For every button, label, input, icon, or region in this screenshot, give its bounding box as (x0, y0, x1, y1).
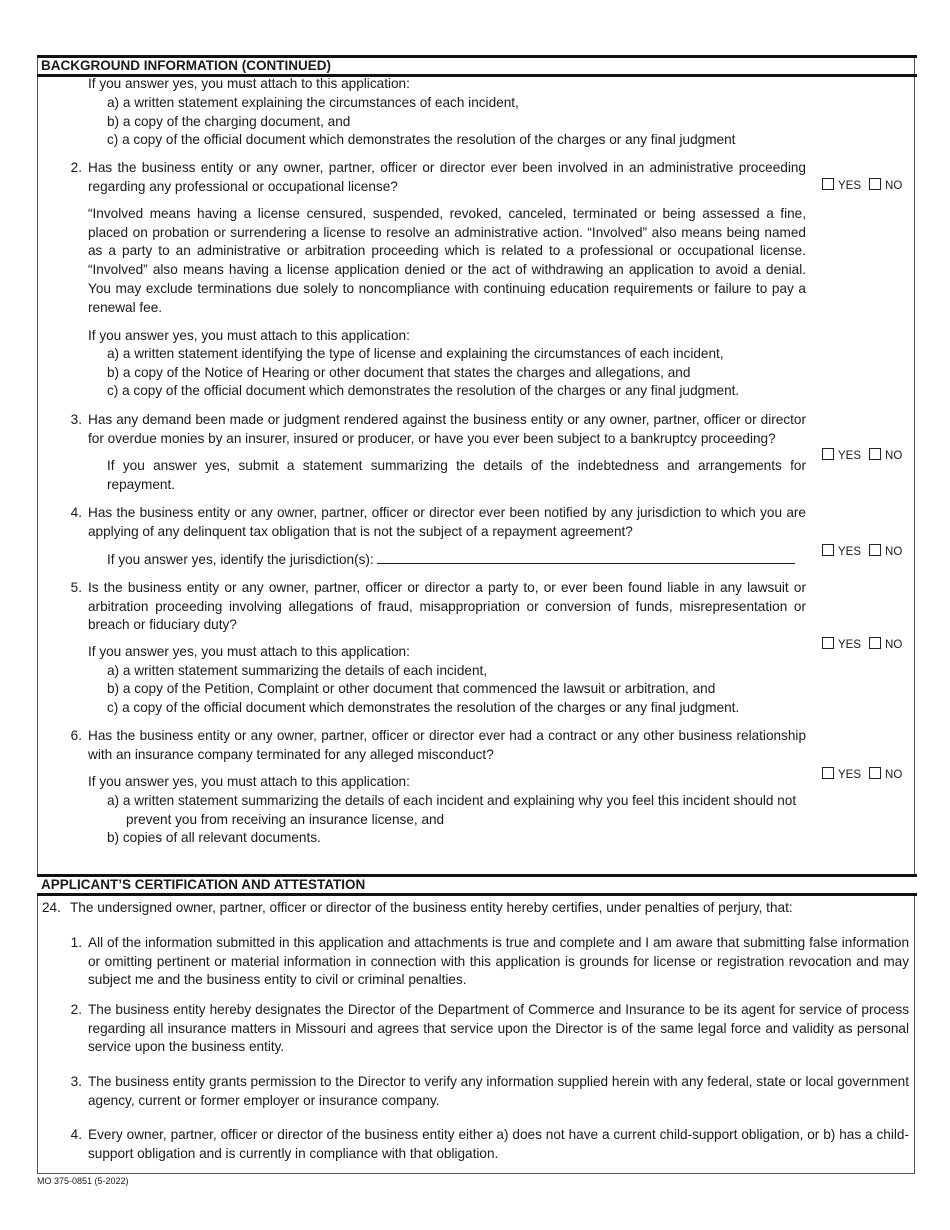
q4-number: 4. (70, 505, 82, 520)
q2-item-b: b) a copy of the Notice of Hearing or other document that states the charges and allegations, and (107, 365, 691, 380)
no-label: NO (885, 180, 903, 192)
yes-label: YES (838, 546, 862, 558)
q4-jurisdiction-input[interactable] (377, 551, 795, 564)
q4-question: Has the business entity or any owner, partner, officer or director ever been notified by any jurisdiction to which you are applying of any delinquent tax obligation that is not the subject of a repayment agreement? (88, 505, 806, 539)
yes-label: YES (838, 639, 862, 651)
no-label: NO (885, 450, 903, 462)
q2-no-checkbox[interactable] (869, 178, 881, 190)
q5-attach-intro: If you answer yes, you must attach to this application: (88, 644, 410, 659)
q6-item-a: a) a written statement summarizing the details of each incident and explaining why you feel this incident should not prevent you from receiving an insurance license, and (107, 793, 797, 827)
q4-yes-checkbox[interactable] (822, 544, 834, 556)
q6-question: Has the business entity or any owner, partner, officer or director ever had a contract or any other business relationship with an insurance company terminated for any alleged misconduct? (88, 728, 806, 762)
q5-item-b: b) a copy of the Petition, Complaint or other document that commenced the lawsuit or arbitration, and (107, 681, 716, 696)
q24-statement: The undersigned owner, partner, officer or director of the business entity hereby certifies, under penalties of perjury, that: (70, 900, 793, 915)
q3-yes-no (822, 448, 902, 463)
q5-number: 5. (70, 580, 82, 595)
q6-attach-intro: If you answer yes, you must attach to this application: (88, 774, 410, 789)
q6-number: 6. (70, 728, 82, 743)
q2-question: Has the business entity or any owner, partner, officer or director ever been involved in an administrative proceeding regarding any professional or occupational license? (88, 160, 806, 194)
q5-question: Is the business entity or any owner, partner, officer or director a party to, or ever been found liable in any lawsuit or arbitration proceeding involving allegations of fraud, misappropriation or conversion of funds, misrepresentation or breach or fiduciary duty? (88, 580, 806, 633)
q5-yes-checkbox[interactable] (822, 637, 834, 649)
q5-item-c: c) a copy of the official document which demonstrates the resolution of the charges or any final judgment. (107, 700, 740, 715)
section-heading-background: BACKGROUND INFORMATION (CONTINUED) (37, 55, 917, 77)
cert-item-2-number: 2. (70, 1002, 82, 1017)
cert-item-4-number: 4. (70, 1127, 82, 1142)
cert-item-2-text: The business entity hereby designates the Director of the Department of Commerce and Insurance to be its agent for service of process regarding all insurance matters in Missouri and agrees that service upon the Director is of the same legal force and validity as personal service upon the business entity. (88, 1002, 909, 1055)
q3-number: 3. (70, 412, 82, 427)
q1-item-b: b) a copy of the charging document, and (107, 114, 351, 129)
no-label: NO (885, 639, 903, 651)
q4-no-checkbox[interactable] (869, 544, 881, 556)
q4-note-label: If you answer yes, identify the jurisdiction(s): (107, 552, 374, 567)
cert-item-4-text: Every owner, partner, officer or director of the business entity either a) does not have a current child-support obligation, or b) has a child-support obligation and is currently in compliance with that obligation. (88, 1127, 909, 1161)
q5-item-a: a) a written statement summarizing the details of each incident, (107, 663, 488, 678)
cert-item-1-number: 1. (70, 935, 82, 950)
q2-yes-checkbox[interactable] (822, 178, 834, 190)
q4-yes-no (822, 544, 902, 559)
q1-attach-intro: If you answer yes, you must attach to this application: (88, 76, 410, 91)
q2-number: 2. (70, 160, 82, 175)
q2-definition: “Involved means having a license censured, suspended, revoked, canceled, terminated or being assessed a fine, placed on probation or surrendering a license to resolve an administrative action. “Involved” also means being named as a party to an administrative or arbitration proceeding which is related to a professional or occupational license. “Involved” also means having a license application denied or the act of withdrawing an application to avoid a denial. You may exclude terminations due solely to noncompliance with continuing education requirements or failure to pay a renewal fee. (88, 206, 806, 315)
form-number-footer: MO 375-0851 (5-2022) (37, 1176, 129, 1186)
q1-item-a: a) a written statement explaining the circumstances of each incident, (107, 95, 519, 110)
cert-item-3-number: 3. (70, 1074, 82, 1089)
q1-item-c: c) a copy of the official document which demonstrates the resolution of the charges or any final judgment (107, 132, 736, 147)
yes-label: YES (838, 769, 862, 781)
q3-note: If you answer yes, submit a statement summarizing the details of the indebtedness and arrangements for repayment. (107, 458, 806, 492)
q6-yes-no (822, 767, 902, 782)
q6-no-checkbox[interactable] (869, 767, 881, 779)
cert-item-3-text: The business entity grants permission to the Director to verify any information supplied herein with any federal, state or local government agency, current or former employer or insurance company. (88, 1074, 909, 1108)
q3-question: Has any demand been made or judgment rendered against the business entity or any owner, partner, officer or director for overdue monies by an insurer, insured or producer, or have you ever been subject to a bankruptcy proceeding? (88, 412, 806, 446)
q4-note (107, 551, 807, 570)
q2-attach-intro: If you answer yes, you must attach to this application: (88, 328, 410, 343)
no-label: NO (885, 769, 903, 781)
yes-label: YES (838, 450, 862, 462)
section-heading-certification: APPLICANT’S CERTIFICATION AND ATTESTATION (37, 874, 917, 896)
q5-no-checkbox[interactable] (869, 637, 881, 649)
no-label: NO (885, 546, 903, 558)
cert-item-1-text: All of the information submitted in this application and attachments is true and complete and I am aware that submitting false information or omitting pertinent or material information in connection with this application is grounds for license or registration revocation and may subject me and the business entity to civil or criminal penalties. (88, 935, 909, 988)
q6-yes-checkbox[interactable] (822, 767, 834, 779)
q2-item-a: a) a written statement identifying the type of license and explaining the circumstances of each incident, (107, 346, 724, 361)
q2-item-c: c) a copy of the official document which demonstrates the resolution of the charges or any final judgment. (107, 383, 740, 398)
q3-no-checkbox[interactable] (869, 448, 881, 460)
q6-item-b: b) copies of all relevant documents. (107, 830, 321, 845)
q3-yes-checkbox[interactable] (822, 448, 834, 460)
yes-label: YES (838, 180, 862, 192)
q2-yes-no (822, 178, 902, 193)
q24-number: 24. (42, 900, 61, 915)
q5-yes-no (822, 637, 902, 652)
